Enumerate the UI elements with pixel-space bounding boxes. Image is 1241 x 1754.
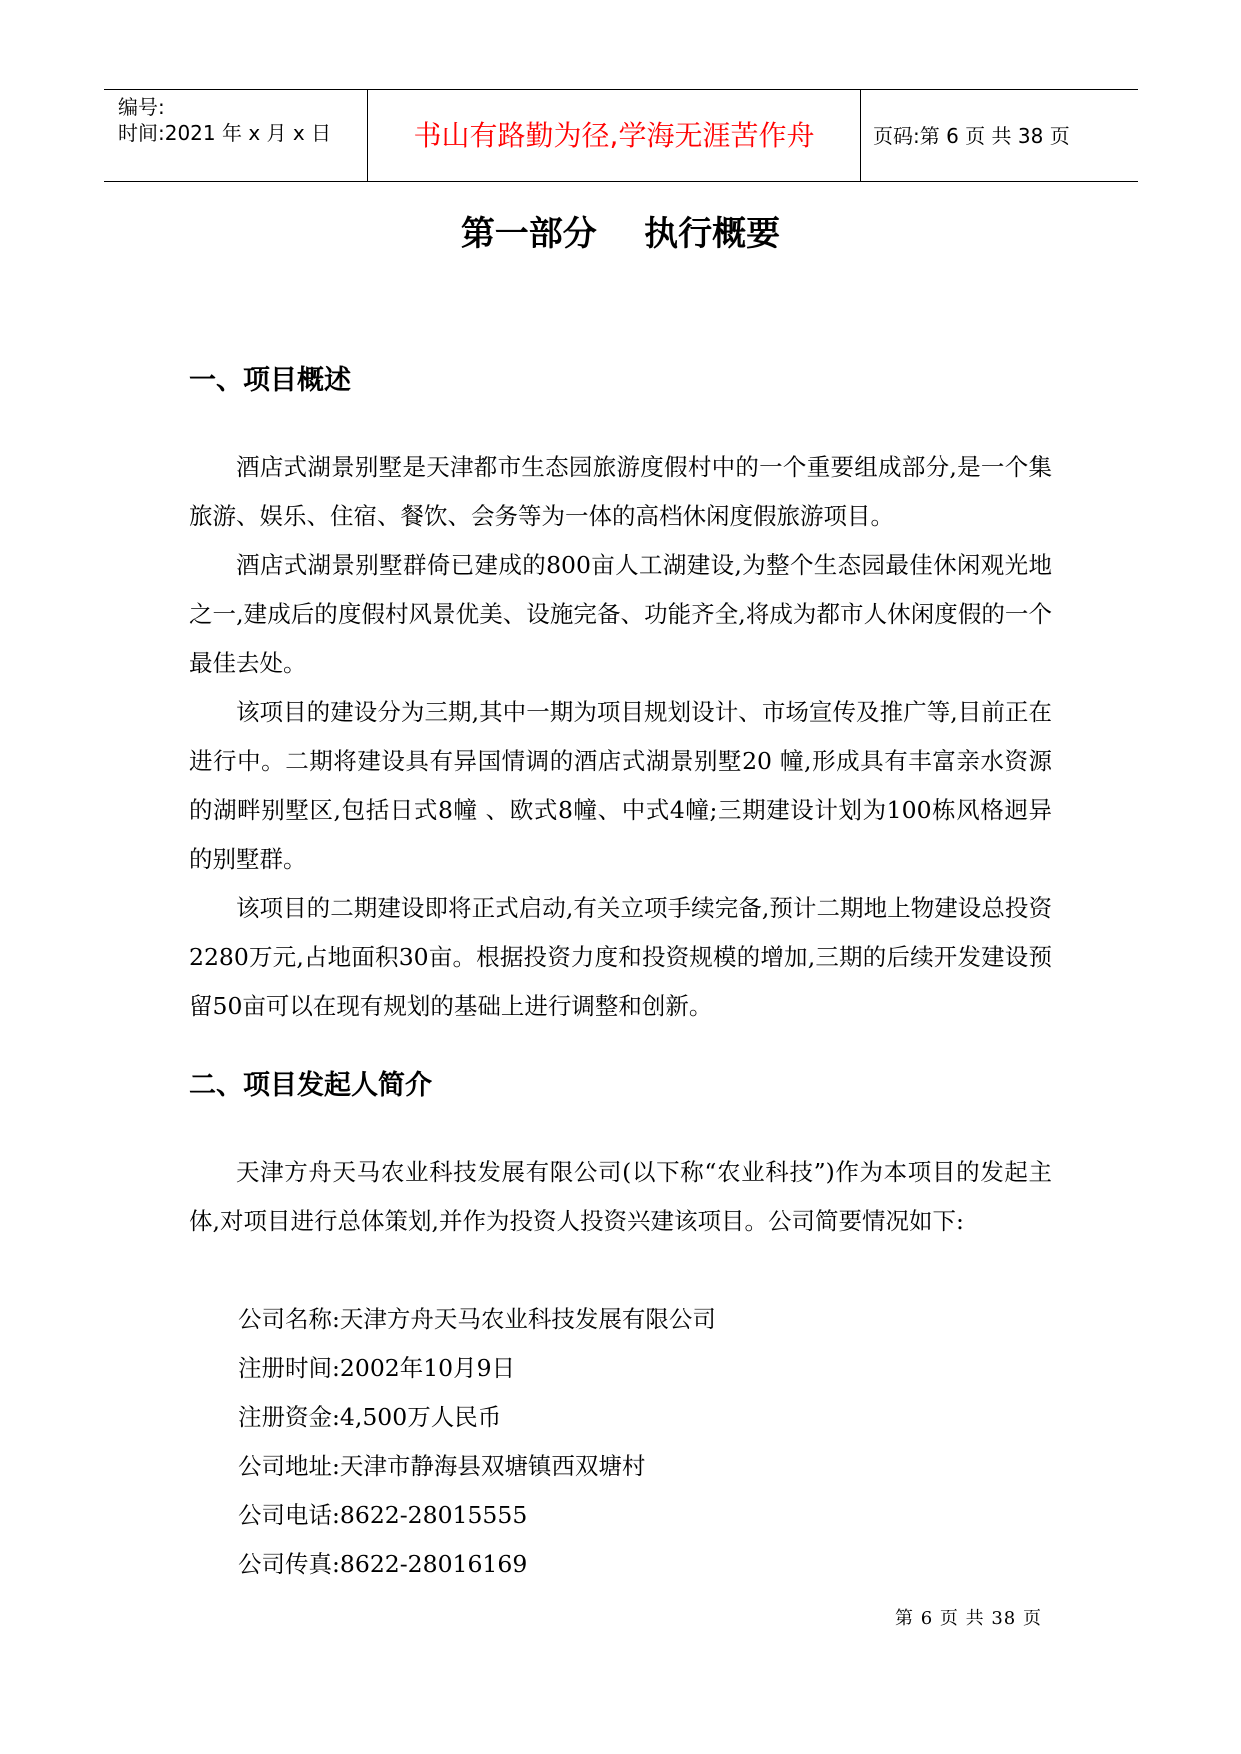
header-page-number: 页码:第 6 页 共 38 页 [873,124,1070,148]
company-info-list [238,1295,716,1589]
company-phone-row: 公司电话:8622-28015555 [238,1501,528,1529]
paragraph: 该项目的二期建设即将正式启动,有关立项手续完备,预计二期地上物建设总投资2280万元,占地面积30亩。根据投资力度和投资规模的增加,三期的后续开发建设预留50亩可以在现有规划的基础上进行调整和创新。 [189,894,1052,1020]
paragraph: 该项目的建设分为三期,其中一期为项目规划设计、市场宣传及推广等,目前正在进行中。二期将建设具有异国情调的酒店式湖景别墅20 幢,形成具有丰富亲水资源的湖畔别墅区,包括日式8幢 、欧式8幢、中式4幢;三期建设计划为100栋风格迥异的别墅群。 [189,698,1052,873]
section-sponsor-body [189,1148,1052,1246]
paragraph: 酒店式湖景别墅群倚已建成的800亩人工湖建设,为整个生态园最佳休闲观光地之一,建成后的度假村风景优美、设施完备、功能齐全,将成为都市人休闲度假的一个最佳去处。 [189,551,1052,677]
paragraph: 酒店式湖景别墅是天津都市生态园旅游度假村中的一个重要组成部分,是一个集旅游、娱乐、住宿、餐饮、会务等为一体的高档休闲度假旅游项目。 [189,453,1052,530]
document-number-label: 编号: [118,95,165,119]
company-address-row: 公司地址:天津市静海县双塘镇西双塘村 [238,1452,646,1480]
header-motto-cell [368,90,861,181]
header-page-cell [861,90,1138,181]
section-heading-overview: 一、项目概述 [189,365,351,396]
header-meta-cell [104,90,368,181]
paragraph: 天津方舟天马农业科技发展有限公司(以下称“农业科技”)作为本项目的发起主体,对项目进行总体策划,并作为投资人投资兴建该项目。公司简要情况如下: [189,1158,1052,1235]
registered-capital-row: 注册资金:4,500万人民币 [238,1403,502,1431]
section-overview-body [189,443,1052,1031]
registration-date-row: 注册时间:2002年10月9日 [238,1354,516,1382]
document-time-label: 时间:2021 年 x 月 x 日 [118,121,332,145]
header-motto: 书山有路勤为径,学海无涯苦作舟 [413,119,815,152]
section-heading-sponsor: 二、项目发起人简介 [189,1070,432,1101]
document-header-table [104,89,1138,182]
page-footer: 第 6 页 共 38 页 [895,1608,1042,1629]
company-name-row: 公司名称:天津方舟天马农业科技发展有限公司 [238,1305,716,1333]
company-fax-row: 公司传真:8622-28016169 [238,1550,528,1578]
part-title: 第一部分 执行概要 [460,214,781,254]
